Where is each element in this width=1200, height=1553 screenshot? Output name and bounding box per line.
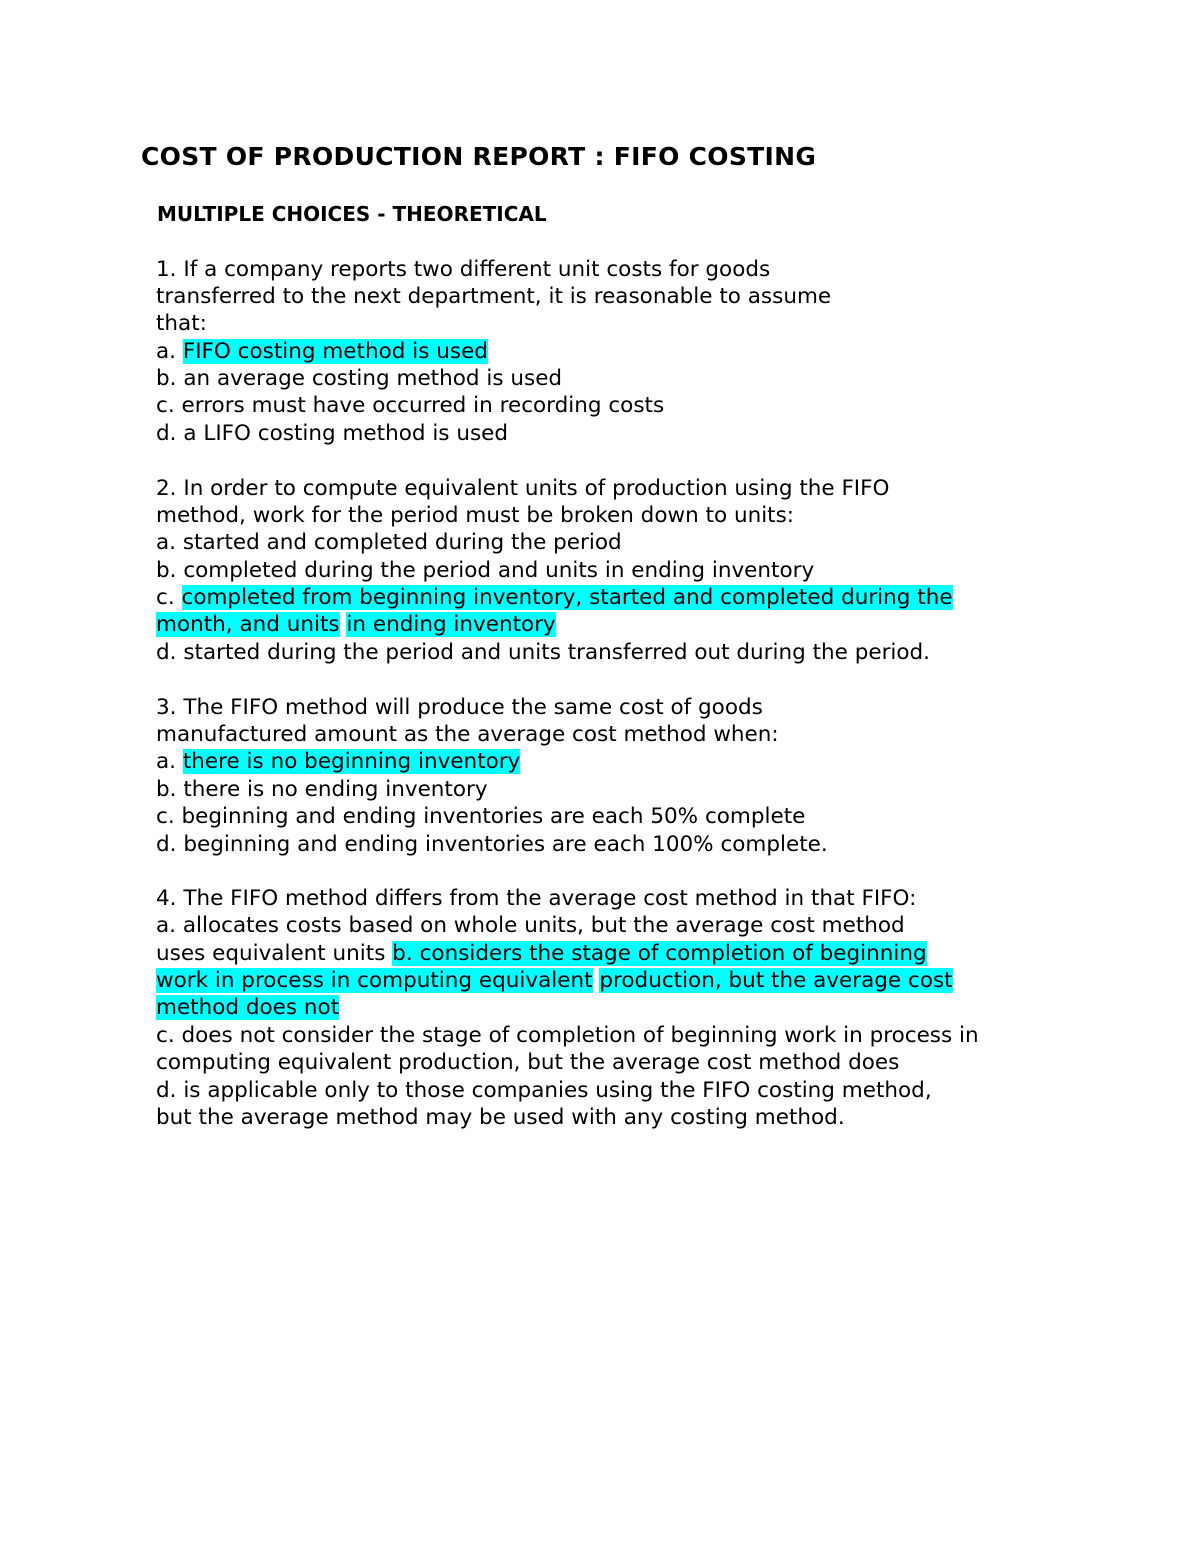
choice-letter: b. bbox=[156, 777, 184, 802]
choice-text: does not consider the stage of completion of beginning work in process in bbox=[181, 1023, 979, 1048]
choice-letter: d. bbox=[156, 421, 184, 446]
choice-letter: b. bbox=[392, 941, 420, 966]
choice-letter: a. bbox=[156, 530, 183, 555]
choice-text: considers the stage of completion of beginning bbox=[419, 941, 927, 966]
question-1-stem-line-2: transferred to the next department, it is reasonable to assume bbox=[156, 284, 832, 309]
question-4-choice-b-continued bbox=[156, 967, 953, 994]
question-1-choice-a bbox=[156, 338, 488, 365]
question-2-stem-line-2: method, work for the period must be broken down to units: bbox=[156, 503, 795, 528]
section-subtitle: MULTIPLE CHOICES - THEORETICAL bbox=[157, 202, 547, 226]
choice-text: started during the period and units transferred out during the period. bbox=[183, 640, 931, 665]
question-3-choice-a bbox=[156, 748, 520, 775]
choice-letter: a. bbox=[156, 749, 183, 774]
choice-text: is applicable only to those companies using the FIFO costing method, bbox=[183, 1078, 932, 1103]
highlighted-answer bbox=[392, 941, 926, 966]
question-3-choice-b bbox=[156, 776, 488, 803]
question-2-choice-d bbox=[156, 639, 930, 666]
choice-text: there is no ending inventory bbox=[183, 777, 488, 802]
choice-text: beginning and ending inventories are each 100% complete. bbox=[183, 832, 828, 857]
highlighted-answer: there is no beginning inventory bbox=[182, 749, 521, 774]
question-3-choice-c bbox=[156, 803, 805, 830]
choice-letter: b. bbox=[156, 366, 184, 391]
choice-text: completed during the period and units in ending inventory bbox=[183, 558, 815, 583]
choice-letter: d. bbox=[156, 640, 184, 665]
question-1-stem-line-1: 1. If a company reports two different unit costs for goods bbox=[156, 257, 771, 282]
choice-letter: c. bbox=[156, 585, 182, 610]
question-3-stem-line-2: manufactured amount as the average cost method when: bbox=[156, 722, 779, 747]
choice-letter: c. bbox=[156, 1023, 182, 1048]
highlighted-answer: method does not bbox=[156, 995, 340, 1020]
question-4-choice-a-continued bbox=[156, 940, 927, 967]
question-1-stem-line-3: that: bbox=[156, 311, 207, 336]
question-4-choice-d-continued: but the average method may be used with any costing method. bbox=[156, 1105, 845, 1130]
choice-letter: c. bbox=[156, 393, 182, 418]
choice-text: errors must have occurred in recording costs bbox=[181, 393, 665, 418]
choice-letter: d. bbox=[156, 1078, 184, 1103]
choice-letter: a. bbox=[156, 913, 183, 938]
question-4-choice-d bbox=[156, 1077, 932, 1104]
question-1-choice-d bbox=[156, 420, 508, 447]
question-4-choice-b-end bbox=[156, 994, 339, 1021]
question-2-choice-c bbox=[156, 584, 953, 611]
highlighted-answer: month, and units bbox=[156, 612, 340, 637]
question-3-stem-line-1: 3. The FIFO method will produce the same cost of goods bbox=[156, 695, 763, 720]
choice-letter: c. bbox=[156, 804, 182, 829]
choice-text: allocates costs based on whole units, but the average cost method bbox=[182, 913, 905, 938]
choice-letter: a. bbox=[156, 339, 183, 364]
question-2-stem-line-1: 2. In order to compute equivalent units of production using the FIFO bbox=[156, 476, 890, 501]
page-title: COST OF PRODUCTION REPORT : FIFO COSTING bbox=[141, 142, 817, 171]
choice-text: an average costing method is used bbox=[183, 366, 563, 391]
highlighted-answer: work in process in computing equivalent bbox=[156, 968, 593, 993]
highlighted-answer: production, but the average cost bbox=[599, 968, 953, 993]
question-1-choice-c bbox=[156, 392, 664, 419]
question-2-choice-c-continued bbox=[156, 611, 556, 638]
question-3-choice-d bbox=[156, 831, 828, 858]
highlighted-answer: FIFO costing method is used bbox=[182, 339, 488, 364]
question-4-choice-c bbox=[156, 1022, 979, 1049]
choice-letter: d. bbox=[156, 832, 184, 857]
question-4-choice-c-continued: computing equivalent production, but the average cost method does bbox=[156, 1050, 900, 1075]
highlighted-answer: completed from beginning inventory, started and completed during the bbox=[181, 585, 953, 610]
choice-text: uses equivalent units bbox=[156, 941, 386, 966]
choice-text: a LIFO costing method is used bbox=[183, 421, 509, 446]
choice-text: beginning and ending inventories are each 50% complete bbox=[181, 804, 806, 829]
question-2-choice-b bbox=[156, 557, 814, 584]
question-4-stem-line-1: 4. The FIFO method differs from the average cost method in that FIFO: bbox=[156, 886, 917, 911]
choice-letter: b. bbox=[156, 558, 184, 583]
question-2-choice-a bbox=[156, 529, 622, 556]
question-1-choice-b bbox=[156, 365, 562, 392]
highlighted-answer: in ending inventory bbox=[346, 612, 556, 637]
question-4-choice-a bbox=[156, 912, 905, 939]
choice-text: started and completed during the period bbox=[182, 530, 622, 555]
